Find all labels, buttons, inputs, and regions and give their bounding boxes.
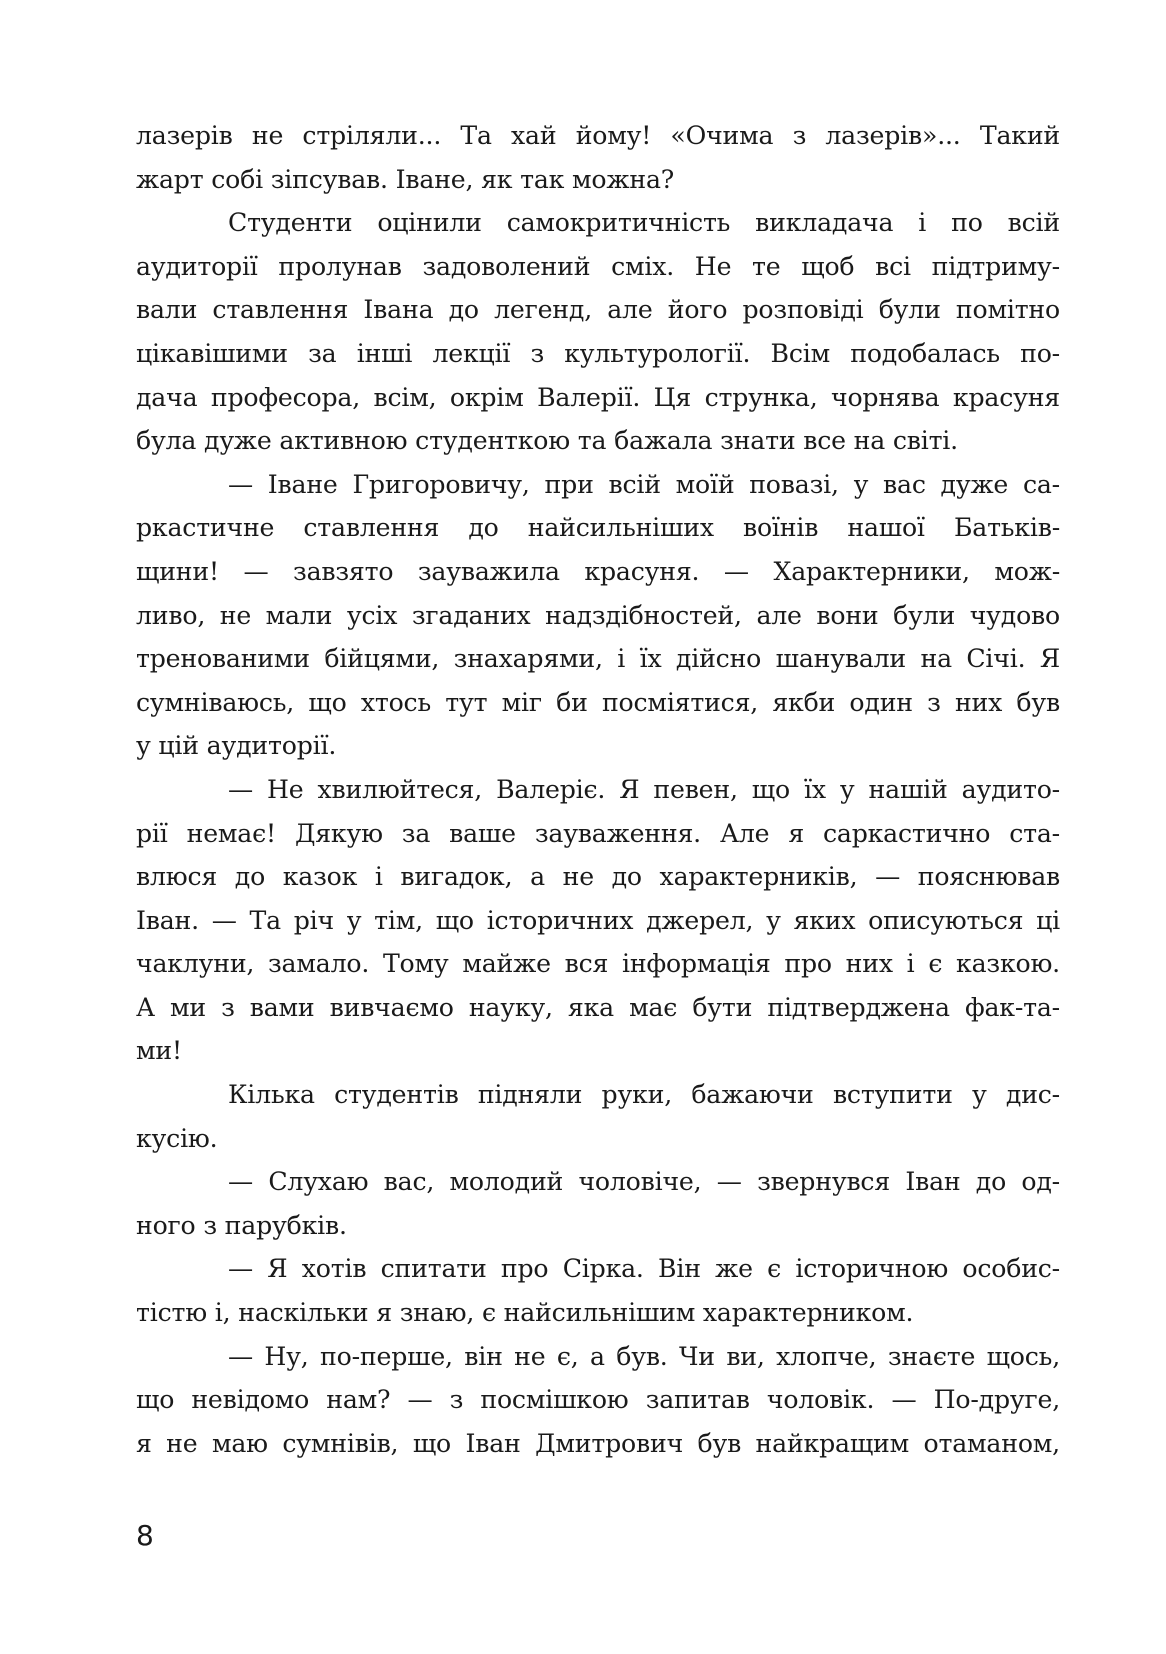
text-line: кусію. — [136, 1123, 218, 1153]
text-line: влюся до казок і вигадок, а не до характерників, — пояснював — [136, 862, 1060, 892]
text-line: була дуже активною студенткою та бажала знати все на світі. — [136, 426, 958, 456]
paragraph-6 — [136, 1160, 1060, 1247]
text-line: Студенти оцінили самокритичність викладача і по всій — [228, 208, 1060, 238]
text-line: сумніваюсь, що хтось тут міг би посміятися, якби один з них був — [136, 687, 1060, 717]
paragraph-5 — [136, 1073, 1060, 1160]
text-line: я не маю сумнівів, що Іван Дмитрович був найкращим отаманом, — [136, 1428, 1060, 1458]
text-line: — Я хотів спитати про Сірка. Він же є історичною особис- — [228, 1254, 1060, 1284]
text-line: лазерів не стріляли... Та хай йому! «Очима з лазерів»... Такий — [136, 121, 1060, 150]
text-line: рії немає! Дякую за ваше зауваження. Але я саркастично ста- — [136, 818, 1060, 848]
text-line: щини! — завзято зауважила красуня. — Характерники, мож- — [136, 556, 1060, 586]
text-line: ливо, не мали усіх згаданих надздібностей, але вони були чудово — [136, 600, 1060, 630]
paragraph-1 — [136, 114, 1060, 201]
text-line: цікавішими за інші лекції з культурології. Всім подобалась по- — [136, 338, 1060, 368]
text-line: тренованими бійцями, знахарями, і їх дійсно шанували на Січі. Я — [136, 644, 1060, 674]
paragraph-8 — [136, 1335, 1060, 1466]
text-line: — Ну, по-перше, він не є, а був. Чи ви, хлопче, знаєте щось, — [228, 1341, 1060, 1371]
text-line: аудиторії пролунав задоволений сміх. Не те щоб всі підтриму- — [136, 251, 1060, 281]
text-line: Кілька студентів підняли руки, бажаючи вступити у дис- — [228, 1080, 1060, 1110]
text-line: Іван. — Та річ у тім, що історичних джерел, у яких описуються ці — [136, 905, 1060, 935]
text-line: А ми з вами вивчаємо науку, яка має бути підтверджена фак-та- — [136, 992, 1060, 1022]
body-text — [136, 114, 1060, 1465]
paragraph-7 — [136, 1247, 1060, 1334]
text-line: — Слухаю вас, молодий чоловіче, — звернувся Іван до од- — [228, 1167, 1060, 1197]
text-line: що невідомо нам? — з посмішкою запитав чоловік. — По-друге, — [136, 1385, 1060, 1415]
text-line: ного з парубків. — [136, 1210, 347, 1240]
text-line: ми! — [136, 1036, 182, 1066]
text-line: вали ставлення Івана до легенд, але його розповіді були помітно — [136, 295, 1060, 325]
paragraph-4 — [136, 768, 1060, 1073]
text-line: у цій аудиторії. — [136, 731, 337, 761]
text-line: — Не хвилюйтеся, Валеріє. Я певен, що їх у нашій аудито- — [228, 774, 1060, 804]
page-number: 8 — [136, 1519, 154, 1552]
text-line: — Іване Григоровичу, при всій моїй повазі, у вас дуже са- — [228, 469, 1060, 499]
text-line: жарт собі зіпсував. Іване, як так можна? — [136, 164, 675, 194]
text-line: тістю і, наскільки я знаю, є найсильнішим характерником. — [136, 1298, 914, 1328]
paragraph-3 — [136, 463, 1060, 768]
text-line: чаклуни, замало. Тому майже вся інформація про них і є казкою. — [136, 949, 1060, 979]
text-line: дача професора, всім, окрім Валерії. Ця струнка, чорнява красуня — [136, 382, 1060, 412]
paragraph-2 — [136, 201, 1060, 463]
text-line: ркастичне ставлення до найсильніших воїнів нашої Батьків- — [136, 513, 1060, 543]
